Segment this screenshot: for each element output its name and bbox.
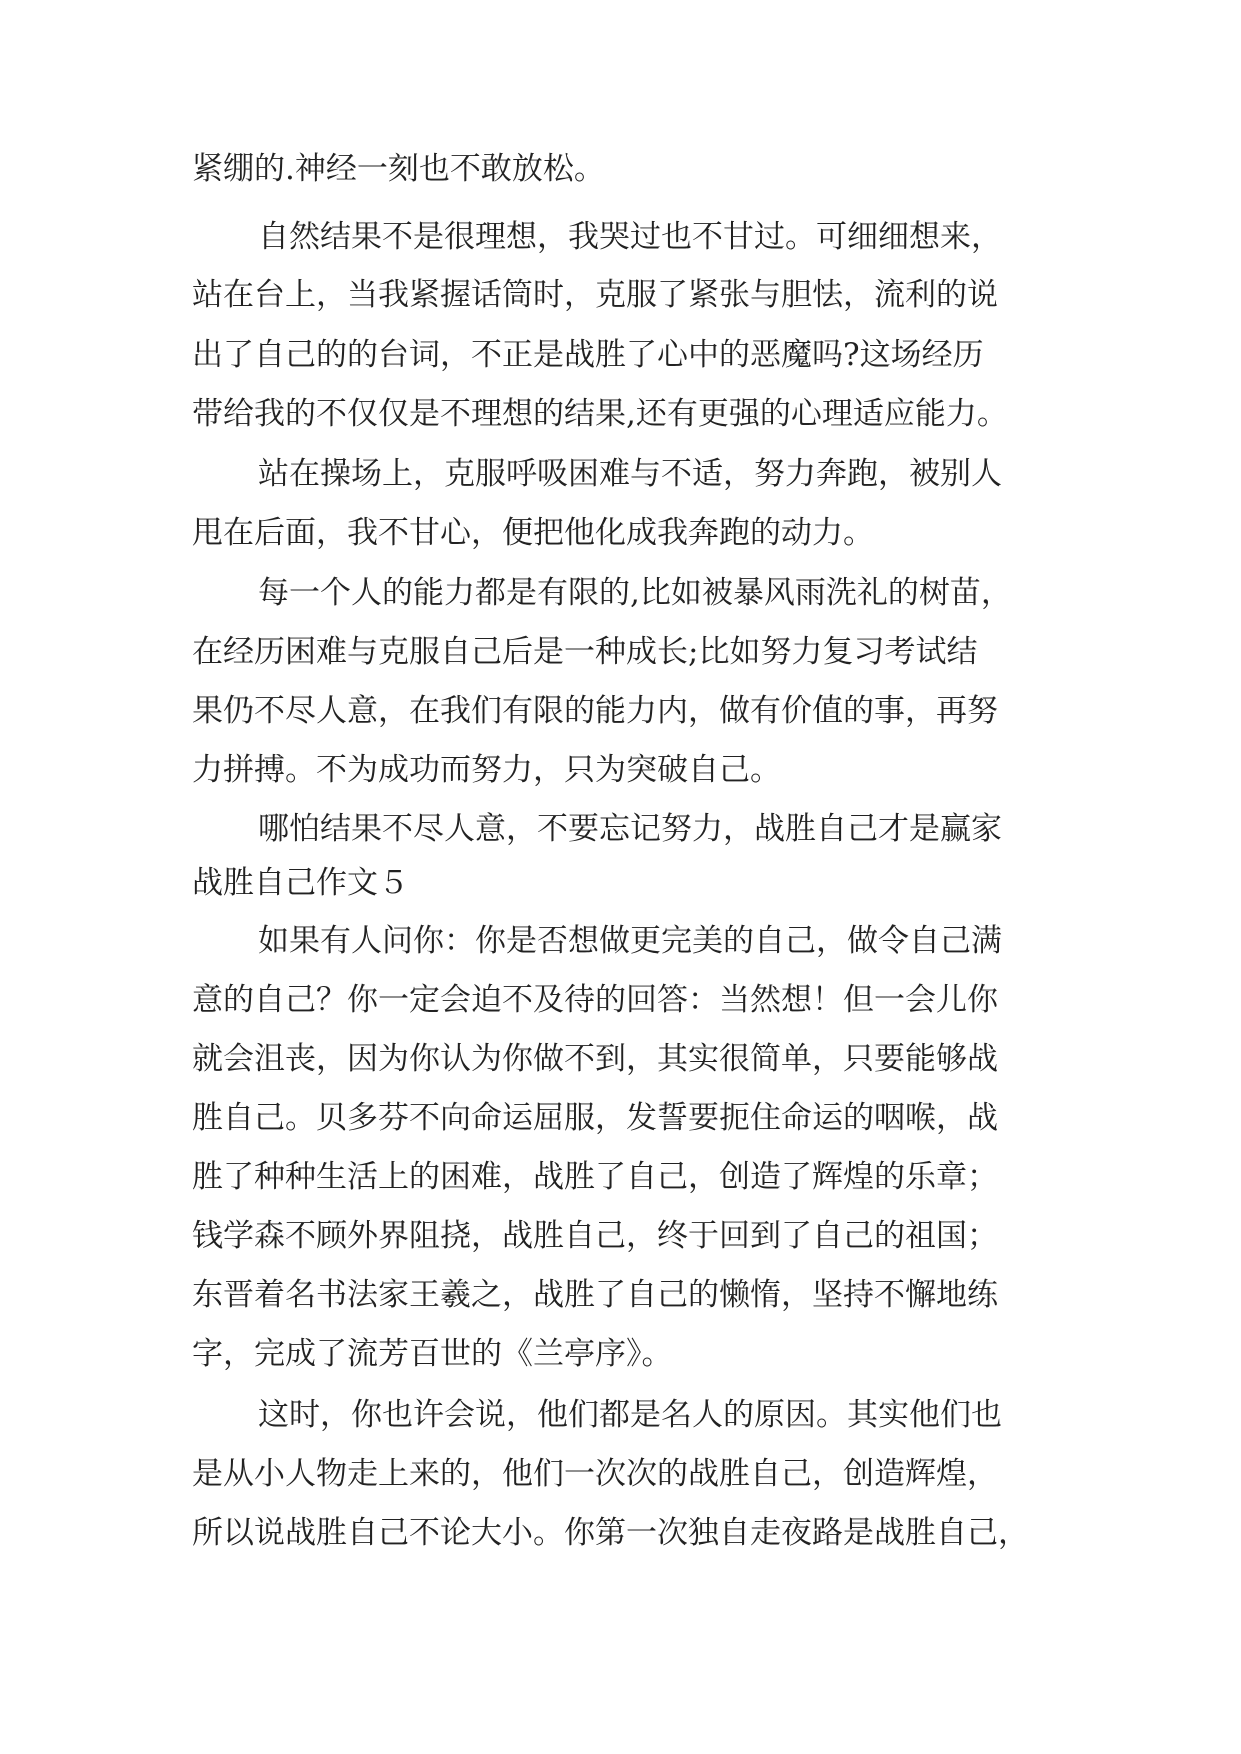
text-line: 是从小人物走上来的，他们一次次的战胜自己，创造辉煌，: [192, 1456, 998, 1492]
text-line: 东晋着名书法家王羲之，战胜了自己的懒惰，坚持不懈地练: [192, 1277, 998, 1313]
text-line: 在经历困难与克服自己后是一种成长;比如努力复习考试结: [192, 634, 978, 670]
text-line: 意的自己？你一定会迫不及待的回答：当然想！但一会儿你: [192, 982, 998, 1018]
text-line: 出了自己的的台词，不正是战胜了心中的恶魔吗?这场经历: [192, 337, 984, 373]
text-line: 钱学森不顾外界阻挠，战胜自己，终于回到了自己的祖国；: [192, 1218, 998, 1254]
paragraph-first-line: 自然结果不是很理想，我哭过也不甘过。可细细想来，: [258, 219, 1002, 255]
paragraph-first-line: 哪怕结果不尽人意，不要忘记努力，战胜自己才是赢家: [258, 811, 1002, 847]
section-heading: 战胜自己作文５: [192, 865, 409, 901]
text-line: 带给我的不仅仅是不理想的结果,还有更强的心理适应能力。: [192, 396, 1008, 432]
text-line: 果仍不尽人意，在我们有限的能力内，做有价值的事，再努: [192, 693, 998, 729]
paragraph-first-line: 站在操场上，克服呼吸困难与不适，努力奔跑，被别人: [258, 456, 1002, 492]
paragraph-first-line: 这时，你也许会说，他们都是名人的原因。其实他们也: [258, 1397, 1002, 1433]
text-line: 站在台上，当我紧握话筒时，克服了紧张与胆怯，流利的说: [192, 277, 998, 313]
text-line: 胜了种种生活上的困难，战胜了自己，创造了辉煌的乐章；: [192, 1159, 998, 1195]
text-line: 甩在后面，我不甘心，便把他化成我奔跑的动力。: [192, 515, 874, 551]
text-line: 胜自己。贝多芬不向命运屈服，发誓要扼住命运的咽喉，战: [192, 1100, 998, 1136]
text-line: 力拼搏。不为成功而努力，只为突破自己。: [192, 752, 781, 788]
paragraph-first-line: 每一个人的能力都是有限的,比如被暴风雨洗礼的树苗，: [258, 575, 1012, 611]
text-line: 字，完成了流芳百世的《兰亭序》。: [192, 1336, 673, 1372]
text-line: 就会沮丧，因为你认为你做不到，其实很简单，只要能够战: [192, 1041, 998, 1077]
text-line: 紧绷的.神经一刻也不敢放松。: [192, 151, 605, 187]
text-line: 所以说战胜自己不论大小。你第一次独自走夜路是战胜自己，: [192, 1515, 1029, 1551]
paragraph-first-line: 如果有人问你：你是否想做更完美的自己，做令自己满: [258, 923, 1002, 959]
